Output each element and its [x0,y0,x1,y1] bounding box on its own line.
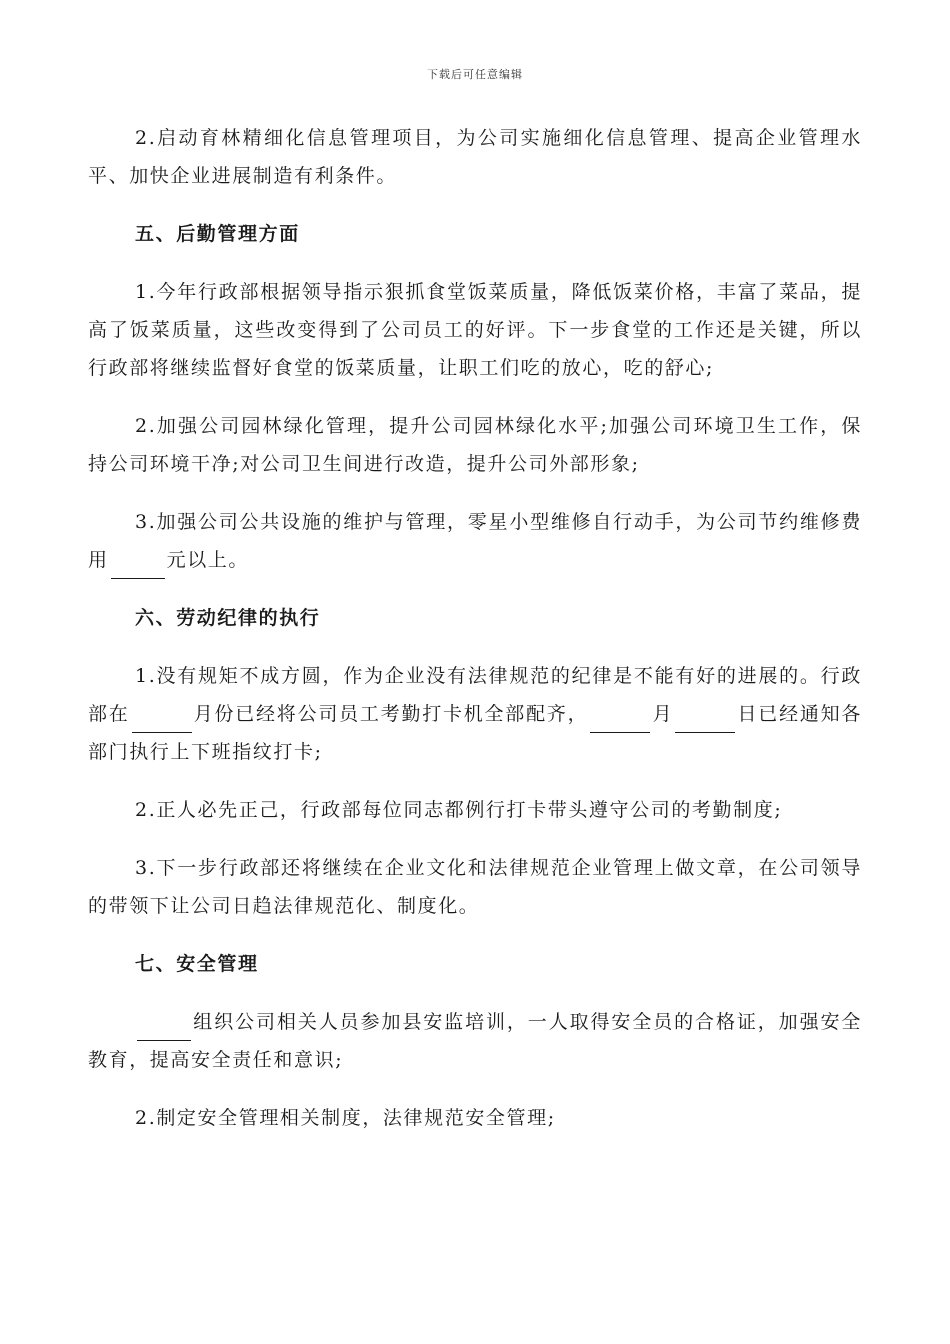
section-heading-safety: 七、安全管理 [135,953,259,975]
paragraph-safety-training [88,1003,862,1079]
attendance-text-c: 月 [652,703,674,725]
paragraph-facilities [88,503,862,579]
facilities-text-after: 元以上。 [166,549,250,571]
section-heading-logistics: 五、后勤管理方面 [135,223,300,245]
attendance-text-d: 日已经通知各部门执行上下班指纹打卡; [88,703,862,763]
fill-blank [675,708,735,733]
paragraph-attendance [88,657,862,771]
fill-blank [132,708,192,733]
paragraph-info-management: 2.启动育林精细化信息管理项目，为公司实施细化信息管理、提高企业管理水平、加快企业进展制造有利条件。 [88,127,862,187]
facilities-text-before: 3.加强公司公共设施的维护与管理，零星小型维修自行动手，为公司节约维修费用 [88,511,862,571]
section-heading-discipline: 六、劳动纪律的执行 [135,607,321,629]
paragraph-corporate-culture: 3.下一步行政部还将继续在企业文化和法律规范企业管理上做文章，在公司领导的带领下让公司日趋法律规范化、制度化。 [88,857,862,917]
fill-blank [137,1016,191,1041]
page-header-note: 下载后可任意编辑 [427,68,523,81]
paragraph-greening: 2.加强公司园林绿化管理，提升公司园林绿化水平;加强公司环境卫生工作，保持公司环境干净;对公司卫生间进行改造，提升公司外部形象; [88,415,862,475]
attendance-text-b: 月份已经将公司员工考勤打卡机全部配齐， [193,703,589,725]
paragraph-safety-rules: 2.制定安全管理相关制度，法律规范安全管理; [135,1107,556,1129]
paragraph-canteen: 1.今年行政部根据领导指示狠抓食堂饭菜质量，降低饭菜价格，丰富了菜品，提高了饭菜质量，这些改变得到了公司员工的好评。下一步食堂的工作还是关键，所以行政部将继续监督好食堂的饭菜质量，让职工们吃的放心，吃的舒心; [88,281,862,379]
fill-blank [590,708,650,733]
document-body [88,119,862,1137]
paragraph-lead-by-example: 2.正人必先正己，行政部每位同志都例行打卡带头遵守公司的考勤制度; [135,799,783,821]
attendance-text-a: 1.没有规矩不成方圆，作为企业没有法律规范的纪律是不能有好的进展的。行政部在 [88,665,862,725]
safety-training-text: 组织公司相关人员参加县安监培训，一人取得安全员的合格证，加强安全教育，提高安全责任和意识; [88,1011,862,1071]
fill-blank [111,554,165,579]
